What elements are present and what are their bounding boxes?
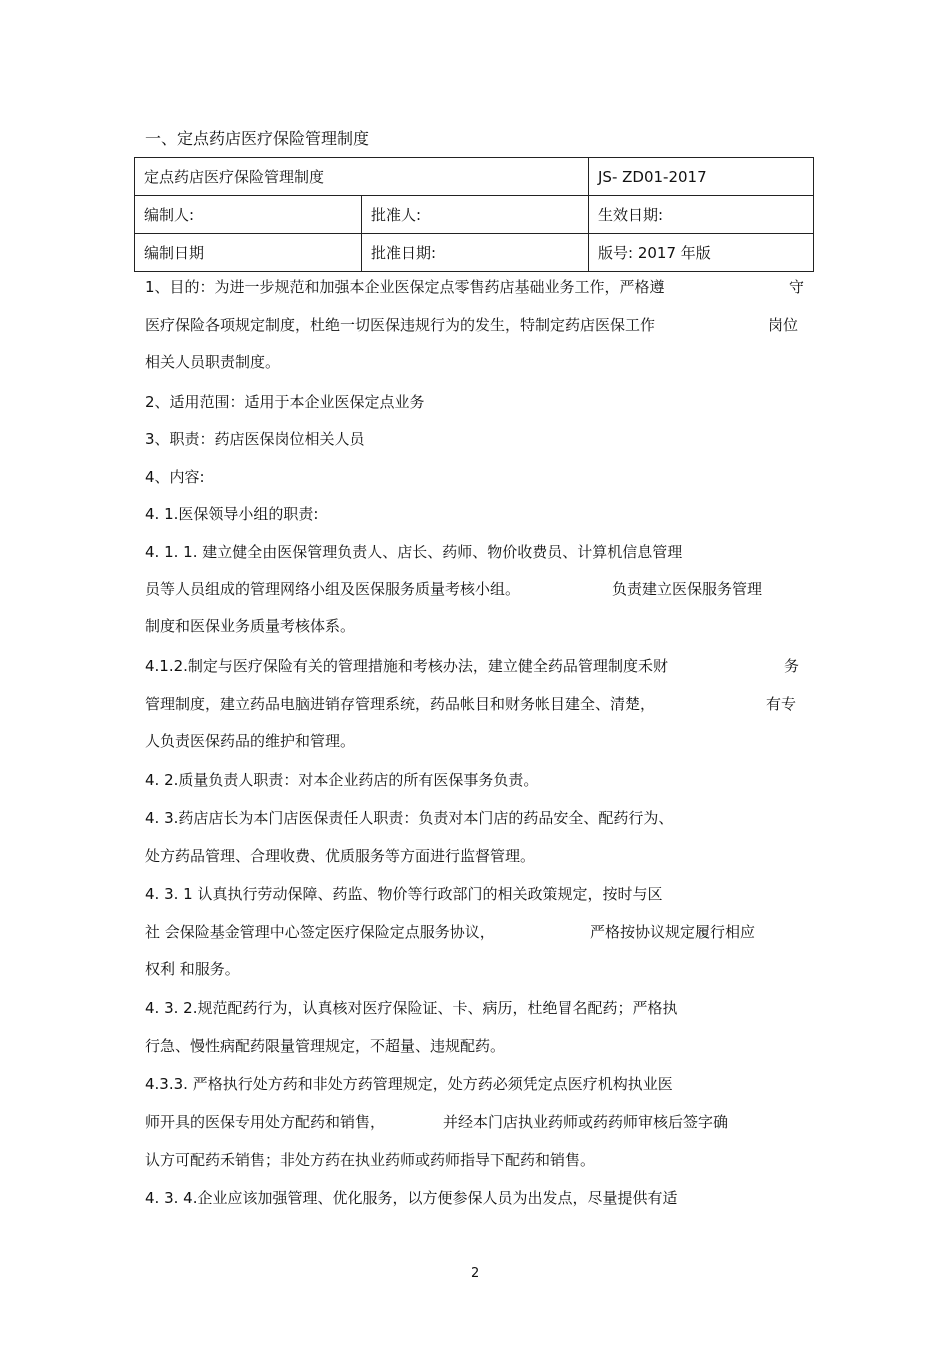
paragraph-line: 处方药品管理、合理收费、优质服务等方面进行监督管理。 [145, 847, 536, 865]
page-number: 2 [471, 1266, 480, 1281]
paragraph-line: 4. 1.医保领导小组的职责: [145, 505, 319, 523]
paragraph-line: 4.3.3. 严格执行处方药和非处方药管理规定，处方药必须凭定点医疗机构执业医 [145, 1075, 673, 1093]
paragraph-line: 3、职责：药店医保岗位相关人员 [145, 430, 365, 448]
paragraph-line-end: 有专 [766, 695, 797, 713]
paragraph-line: 4.1.2.制定与医疗保险有关的管理措施和考核办法，建立健全药品管理制度禾财 [145, 657, 668, 675]
table-cell-version: 版号: 2017 年版 [589, 234, 814, 272]
paragraph-line: 1、目的：为进一步规范和加强本企业医保定点零售药店基础业务工作，严格遵 [145, 278, 665, 296]
table-cell-author: 编制人: [135, 196, 362, 234]
paragraph-line: 师开具的医保专用处方配药和销售， [145, 1113, 386, 1131]
table-cell-approver: 批准人: [362, 196, 589, 234]
table-row [135, 158, 814, 196]
paragraph-line: 4. 3. 4.企业应该加强管理、优化服务，以方便参保人员为出发点，尽量提供有适 [145, 1189, 678, 1207]
paragraph-line: 社 会保险基金管理中心签定医疗保险定点服务协议， [145, 923, 495, 941]
paragraph-line: 2、适用范围：适用于本企业医保定点业务 [145, 393, 425, 411]
paragraph-line-end: 务 [784, 657, 800, 675]
table-cell-doc-code: JS- ZD01-2017 [589, 158, 814, 196]
paragraph-line: 权利 和服务。 [145, 960, 240, 978]
table-row [135, 196, 814, 234]
paragraph-line: 4. 1. 1. 建立健全由医保管理负责人、店长、药师、物价收费员、计算机信息管理 [145, 543, 683, 561]
paragraph-line-end: 岗位 [768, 316, 799, 334]
document-info-table [134, 157, 814, 272]
paragraph-line-segment: 并经本门店执业药师或药药师审核后签字确 [443, 1113, 729, 1131]
paragraph-line: 4、内容: [145, 468, 205, 486]
paragraph-line: 4. 3. 1 认真执行劳动保障、药监、物价等行政部门的相关政策规定，按时与区 [145, 885, 663, 903]
section-heading: 一、定点药店医疗保险管理制度 [145, 129, 370, 148]
paragraph-line: 员等人员组成的管理网络小组及医保服务质量考核小组。 [145, 580, 521, 598]
paragraph-line: 4. 3. 2.规范配药行为，认真核对医疗保险证、卡、病历，杜绝冒名配药；严格执 [145, 999, 678, 1017]
table-cell-compile-date: 编制日期 [135, 234, 362, 272]
table-cell-approval-date: 批准日期: [362, 234, 589, 272]
paragraph-line-end: 守 [789, 278, 805, 296]
table-cell-title: 定点药店医疗保险管理制度 [135, 158, 589, 196]
paragraph-line: 4. 2.质量负责人职责：对本企业药店的所有医保事务负责。 [145, 771, 539, 789]
paragraph-line: 人负责医保药品的维护和管理。 [145, 732, 356, 750]
paragraph-line: 医疗保险各项规定制度，杜绝一切医保违规行为的发生，特制定药店医保工作 [145, 316, 656, 334]
paragraph-line: 行急、慢性病配药限量管理规定，不超量、违规配药。 [145, 1037, 506, 1055]
paragraph-line-segment: 严格按协议规定履行相应 [590, 923, 756, 941]
table-cell-effective-date: 生效日期: [589, 196, 814, 234]
paragraph-line: 认方可配药禾销售；非处方药在执业药师或药师指导下配药和销售。 [145, 1151, 596, 1169]
paragraph-line: 4. 3.药店店长为本门店医保责任人职责：负责对本门店的药品安全、配药行为、 [145, 809, 674, 827]
paragraph-line: 相关人员职责制度。 [145, 353, 281, 371]
table-row [135, 234, 814, 272]
paragraph-line-segment: 负责建立医保服务管理 [612, 580, 763, 598]
paragraph-line: 管理制度，建立药品电脑进销存管理系统，药品帐目和财务帐目建全、清楚， [145, 695, 656, 713]
paragraph-line: 制度和医保业务质量考核体系。 [145, 617, 356, 635]
